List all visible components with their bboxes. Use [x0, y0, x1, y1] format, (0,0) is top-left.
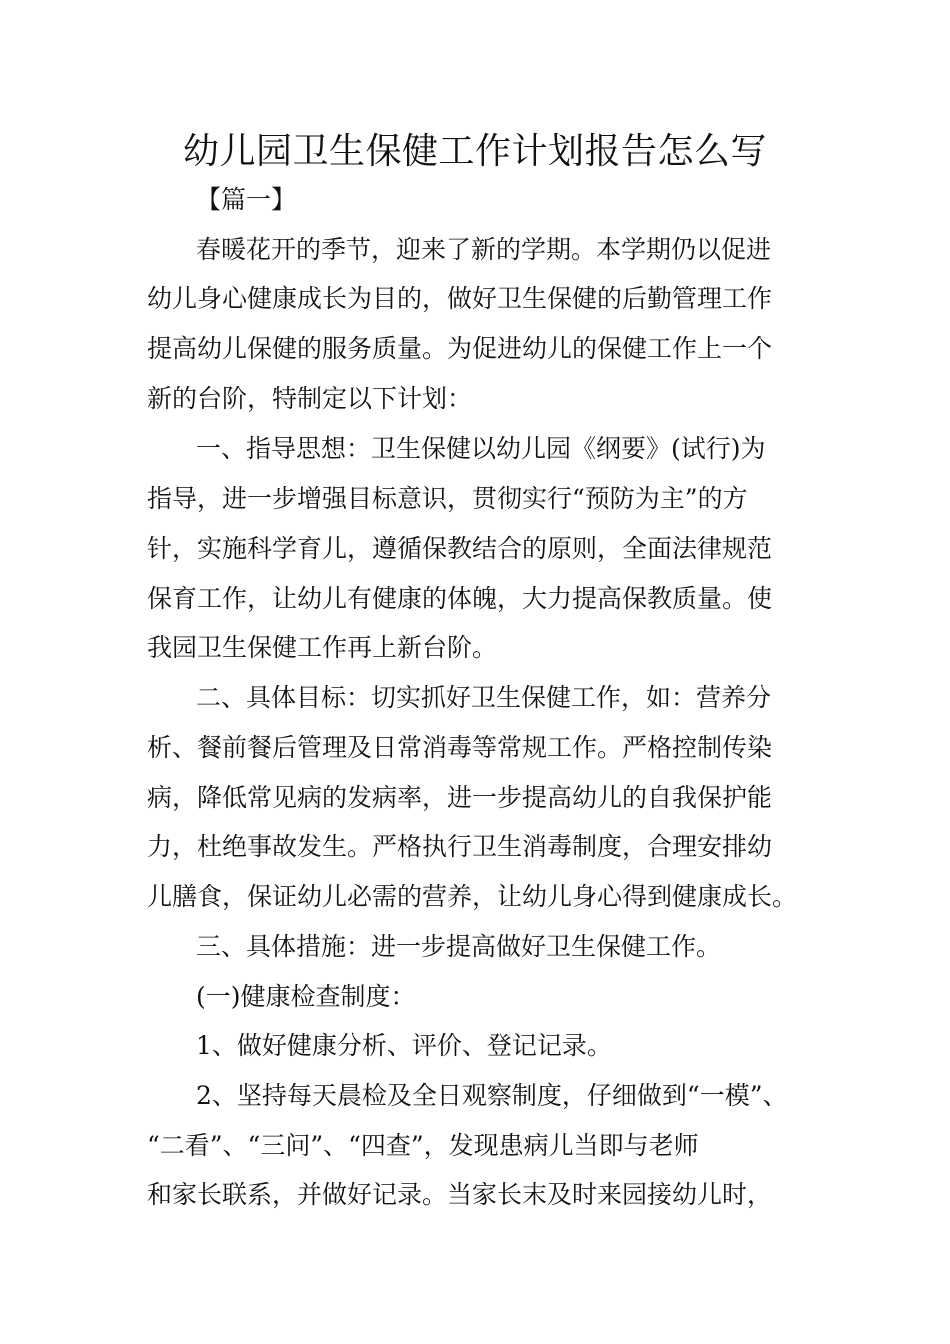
text-line: 幼儿身心健康成长为目的，做好卫生保健的后勤管理工作: [147, 284, 773, 313]
text-line: (一)健康检查制度：: [196, 982, 416, 1011]
text-line: 新的台阶，特制定以下计划：: [147, 384, 473, 413]
text-line: 二、具体目标：切实抓好卫生保健工作，如：营养分: [196, 683, 772, 712]
text-line: 春暖花开的季节，迎来了新的学期。本学期仍以促进: [196, 235, 772, 264]
text-line: 指导，进一步增强目标意识，贯彻实行“预防为主”的方: [147, 484, 748, 513]
text-line: 和家长联系，并做好记录。当家长末及时来园接幼儿时，: [147, 1180, 773, 1209]
text-line: 一、指导思想：卫生保健以幼儿园《纲要》(试行)为: [196, 434, 766, 463]
document-title: 幼儿园卫生保健工作计划报告怎么写: [182, 131, 767, 172]
text-line: 提高幼儿保健的服务质量。为促进幼儿的保健工作上一个: [147, 334, 773, 363]
text-line: 1、做好健康分析、评价、登记记录。: [196, 1031, 612, 1060]
text-line: 针，实施科学育儿，遵循保教结合的原则，全面法律规范: [147, 534, 773, 563]
text-line: 保育工作，让幼儿有健康的体魄，大力提高保教质量。使: [147, 584, 773, 613]
text-line: “二看”、“三问”、“四查”，发现患病儿当即与老师: [147, 1131, 699, 1160]
text-line: 儿膳食，保证幼儿必需的营养，让幼儿身心得到健康成长。: [147, 882, 798, 911]
text-line: 我园卫生保健工作再上新台阶。: [147, 633, 498, 662]
section-heading: 【篇一】: [196, 185, 297, 214]
text-line: 病，降低常见病的发病率，进一步提高幼儿的自我保护能: [147, 783, 773, 812]
text-line: 三、具体措施：进一步提高做好卫生保健工作。: [196, 932, 722, 961]
text-line: 2、坚持每天晨检及全日观察制度，仔细做到“一模”、: [196, 1081, 788, 1110]
text-line: 析、餐前餐后管理及日常消毒等常规工作。严格控制传染: [147, 733, 773, 762]
text-line: 力，杜绝事故发生。严格执行卫生消毒制度，合理安排幼: [147, 832, 773, 861]
